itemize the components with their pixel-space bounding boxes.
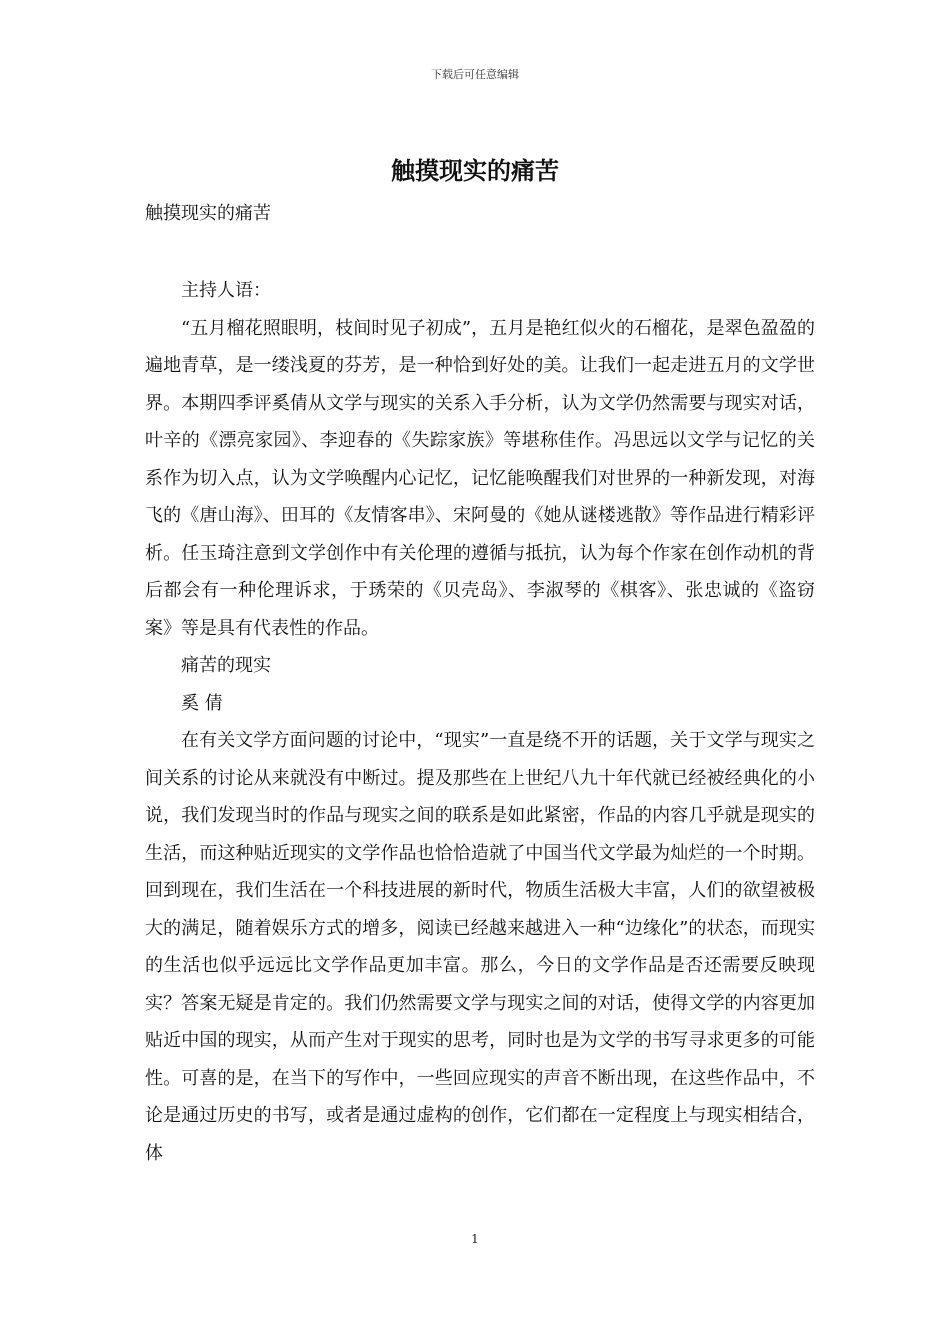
document-body (145, 272, 815, 1172)
section-author: 奚 倩 (181, 692, 223, 714)
body-paragraph: 在有关文学方面问题的讨论中，“现实”一直是绕不开的话题，关于文学与现实之间关系的讨论从来就没有中断过。提及那些在上世纪八九十年代就已经被经典化的小说，我们发现当时的作品与现实之间的联系是如此紧密，作品的内容几乎就是现实的生活，而这种贴近现实的文学作品也恰恰造就了中国当代文学最为灿烂的一个时期。回到现在，我们生活在一个科技进展的新时代，物质生活极大丰富，人们的欲望被极大的满足，随着娱乐方式的增多，阅读已经越来越进入一种“边缘化”的状态，而现实的生活也似乎远远比文学作品更加丰富。那么，今日的文学作品是否还需要反映现实？答案无疑是肯定的。我们仍然需要文学与现实之间的对话，使得文学的内容更加贴近中国的现实，从而产生对于现实的思考，同时也是为文学的书写寻求更多的可能性。可喜的是，在当下的写作中，一些回应现实的声音不断出现，在这些作品中，不论是通过历史的书写，或者是通过虚构的创作，它们都在一定程度上与现实相结合，体 (145, 730, 815, 1164)
host-intro-paragraph: “五月榴花照眼明，枝间时见子初成”，五月是艳红似火的石榴花，是翠色盈盈的遍地青草，是一缕浅夏的芬芳，是一种恰到好处的美。让我们一起走进五月的文学世界。本期四季评奚倩从文学与现实的关系入手分析，认为文学仍然需要与现实对话，叶辛的《漂亮家园》、李迎春的《失踪家族》等堪称佳作。冯思远以文学与记忆的关系作为切入点，认为文学唤醒内心记忆，记忆能唤醒我们对世界的一种新发现，对海飞的《唐山海》、田耳的《友情客串》、宋阿曼的《她从谜楼逃散》等作品进行精彩评析。任玉琦注意到文学创作中有关伦理的遵循与抵抗，认为每个作家在创作动机的背后都会有一种伦理诉求，于琇荣的《贝壳岛》、李淑琴的《棋客》、张忠诚的《盗窃案》等是具有代表性的作品。 (145, 317, 815, 639)
document-subtitle: 触摸现实的痛苦 (145, 203, 271, 224)
section-heading: 痛苦的现实 (181, 655, 271, 676)
page-number: 1 (471, 1232, 479, 1246)
document-title: 触摸现实的痛苦 (391, 156, 559, 185)
header-note: 下载后可任意编辑 (431, 68, 519, 81)
host-label: 主持人语： (181, 280, 271, 301)
